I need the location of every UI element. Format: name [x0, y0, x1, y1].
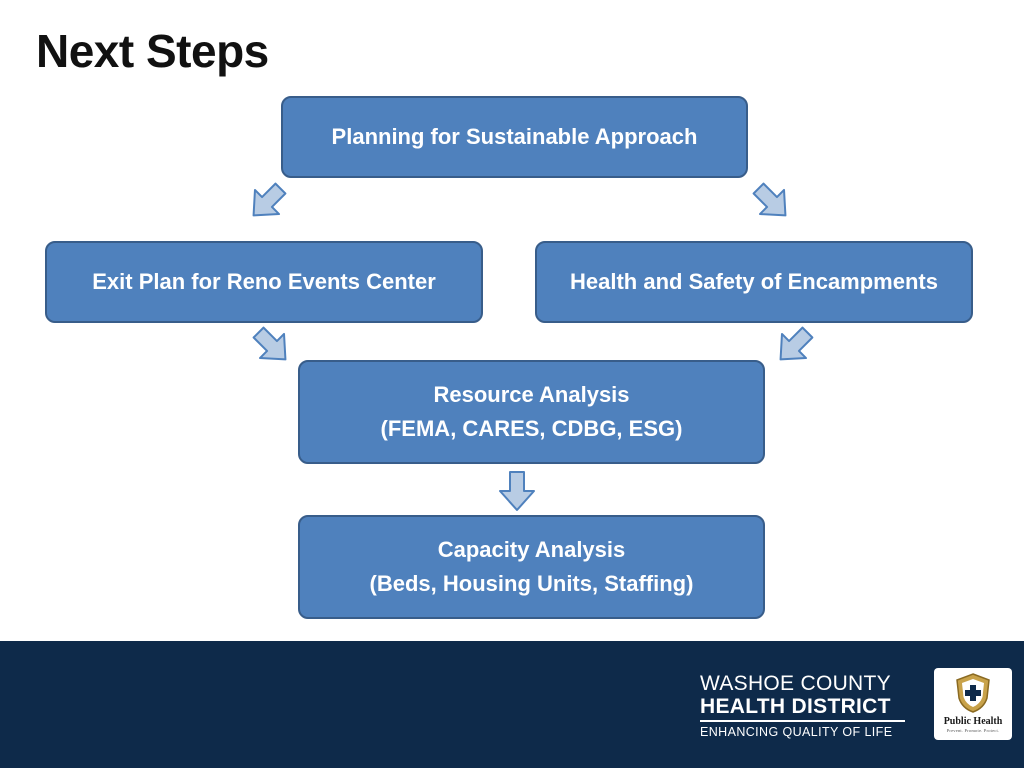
arrow-down-left-icon	[763, 315, 825, 377]
badge-title: Public Health	[943, 716, 1003, 727]
public-health-badge	[934, 668, 1012, 740]
arrow-down-right-icon	[741, 171, 803, 233]
node-health-safety-label: Health and Safety of Encampments	[570, 269, 938, 294]
node-capacity-analysis	[298, 515, 765, 619]
node-resource-title: Resource Analysis	[433, 382, 630, 407]
org-logo	[700, 672, 905, 739]
org-name-line2: HEALTH DISTRICT	[700, 695, 891, 718]
node-exit-plan-label: Exit Plan for Reno Events Center	[92, 269, 436, 294]
arrow-exit-to-resource	[250, 324, 294, 368]
badge-tagline: Prevent. Promote. Protect.	[946, 728, 1000, 733]
arrow-down-right-icon	[241, 315, 303, 377]
node-capacity-title: Capacity Analysis	[437, 537, 626, 562]
arrow-down-left-icon	[236, 171, 298, 233]
node-planning-label: Planning for Sustainable Approach	[331, 124, 698, 149]
org-tagline: ENHANCING QUALITY OF LIFE	[700, 725, 893, 739]
logo-divider	[700, 720, 905, 722]
node-planning	[281, 96, 748, 178]
arrow-health-to-resource	[772, 324, 816, 368]
node-exit-plan	[45, 241, 483, 323]
node-resource-detail: (FEMA, CARES, CDBG, ESG)	[380, 416, 683, 441]
arrow-planning-to-health	[750, 180, 794, 224]
node-health-safety	[535, 241, 973, 323]
node-resource-analysis	[298, 360, 765, 464]
node-capacity-detail: (Beds, Housing Units, Staffing)	[369, 571, 694, 596]
org-name-line1: WASHOE COUNTY	[700, 672, 891, 695]
arrow-planning-to-exit	[245, 180, 289, 224]
arrow-down-icon	[495, 469, 539, 513]
shield-cross-icon	[954, 672, 992, 714]
slide-title: Next Steps	[36, 25, 269, 77]
arrow-resource-to-capacity	[495, 469, 539, 513]
